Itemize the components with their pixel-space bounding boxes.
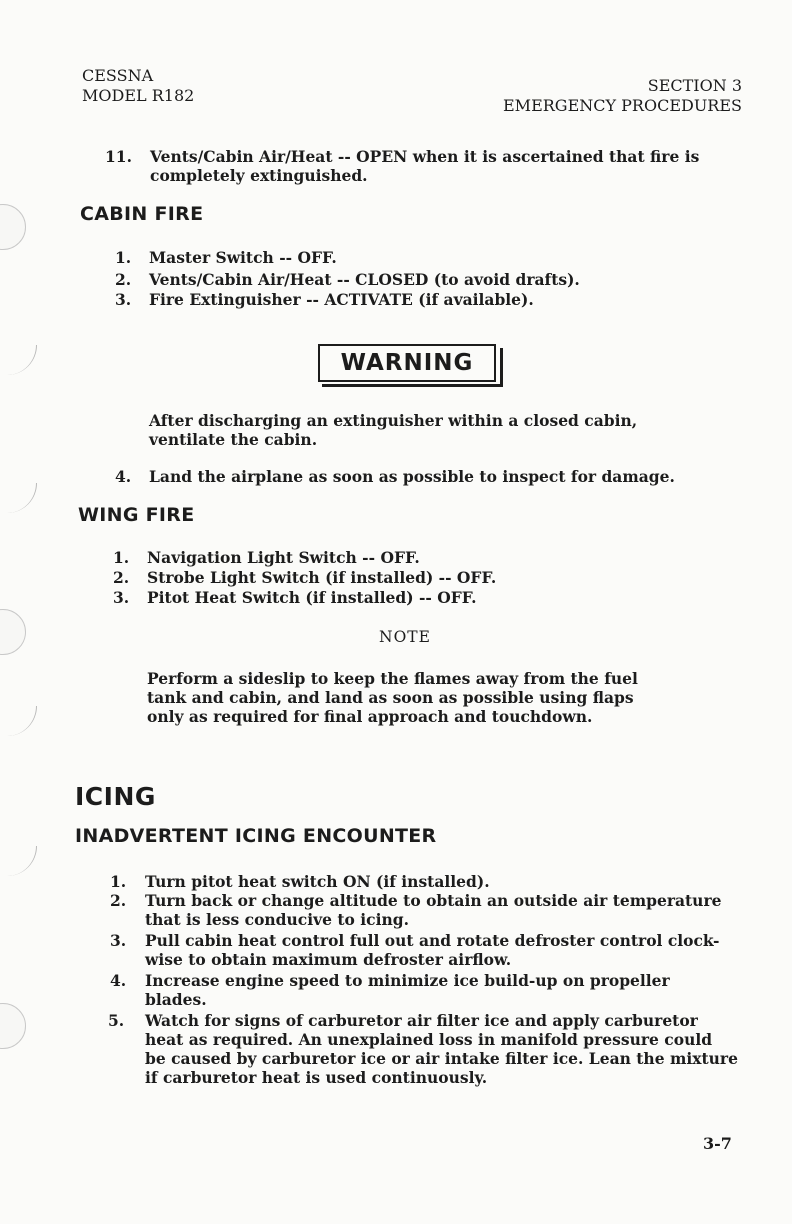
step-text: Land the airplane as soon as possible to inspect for damage. <box>149 467 675 486</box>
step-number: 4. <box>115 467 132 486</box>
header-right <box>503 76 742 116</box>
step-number: 5. <box>108 1011 125 1030</box>
note-text <box>147 669 707 726</box>
note-text-line: only as required for final approach and touchdown. <box>147 707 593 726</box>
step-text-continued: that is less conducive to icing. <box>145 910 409 929</box>
step-text-continued: blades. <box>145 990 207 1009</box>
step-text: Vents/Cabin Air/Heat -- OPEN when it is ascertained that fire is <box>150 147 700 166</box>
warning-text <box>149 411 709 449</box>
binder-hole-top <box>0 204 26 250</box>
section-heading-icing: ICING <box>75 782 156 811</box>
step-text-continued: completely extinguished. <box>150 166 368 185</box>
warning-text-line: After discharging an extinguisher within a closed cabin, <box>149 411 638 430</box>
warning-label: WARNING <box>318 344 496 382</box>
step-text-continued: heat as required. An unexplained loss in manifold pressure could <box>145 1030 713 1049</box>
page-number: 3-7 <box>703 1134 732 1153</box>
page-edge-mark <box>0 345 37 375</box>
page-edge-mark <box>0 706 37 736</box>
step-number: 11. <box>105 147 132 166</box>
step-text-continued: be caused by carburetor ice or air intake filter ice. Lean the mixture <box>145 1049 738 1068</box>
step-text: Navigation Light Switch -- OFF. <box>147 548 420 567</box>
step-text: Watch for signs of carburetor air filter ice and apply carburetor <box>145 1011 698 1030</box>
step-number: 4. <box>110 971 127 990</box>
step-number: 2. <box>113 568 130 587</box>
step-text-continued: if carburetor heat is used continuously. <box>145 1068 488 1087</box>
step-number: 3. <box>110 931 127 950</box>
page-edge-mark <box>0 846 37 876</box>
step-text: Turn pitot heat switch ON (if installed). <box>145 872 490 891</box>
warning-shadow <box>500 348 503 386</box>
step-text: Turn back or change altitude to obtain an outside air temperature <box>145 891 722 910</box>
step-number: 1. <box>115 248 132 267</box>
note-label: NOTE <box>379 628 431 646</box>
step-number: 2. <box>110 891 127 910</box>
section-heading-cabin-fire: CABIN FIRE <box>80 203 204 225</box>
note-text-line: tank and cabin, and land as soon as possible using flaps <box>147 688 634 707</box>
binder-hole-bottom <box>0 1003 26 1049</box>
step-number: 3. <box>113 588 130 607</box>
step-number: 1. <box>113 548 130 567</box>
step-number: 3. <box>115 290 132 309</box>
step-text: Vents/Cabin Air/Heat -- CLOSED (to avoid drafts). <box>149 270 580 289</box>
header-make: CESSNA <box>82 66 154 85</box>
step-text: Master Switch -- OFF. <box>149 248 337 267</box>
step-text: Pull cabin heat control full out and rotate defroster control clock- <box>145 931 720 950</box>
step-text: Strobe Light Switch (if installed) -- OFF. <box>147 568 497 587</box>
binder-hole-middle <box>0 609 26 655</box>
step-number: 1. <box>110 872 127 891</box>
warning-shadow <box>322 384 503 387</box>
header-left <box>82 66 194 106</box>
section-heading-wing-fire: WING FIRE <box>78 504 195 526</box>
step-text: Increase engine speed to minimize ice build-up on propeller <box>145 971 670 990</box>
header-section: SECTION 3 <box>647 76 742 95</box>
step-text: Pitot Heat Switch (if installed) -- OFF. <box>147 588 477 607</box>
warning-text-line: ventilate the cabin. <box>149 430 318 449</box>
header-model: MODEL R182 <box>82 86 195 105</box>
note-text-line: Perform a sideslip to keep the flames away from the fuel <box>147 669 638 688</box>
header-section-title: EMERGENCY PROCEDURES <box>503 96 742 115</box>
subsection-heading-icing-encounter: INADVERTENT ICING ENCOUNTER <box>75 825 437 847</box>
step-text: Fire Extinguisher -- ACTIVATE (if available). <box>149 290 534 309</box>
step-number: 2. <box>115 270 132 289</box>
page-edge-mark <box>0 483 37 513</box>
step-text-continued: wise to obtain maximum defroster airflow. <box>145 950 512 969</box>
